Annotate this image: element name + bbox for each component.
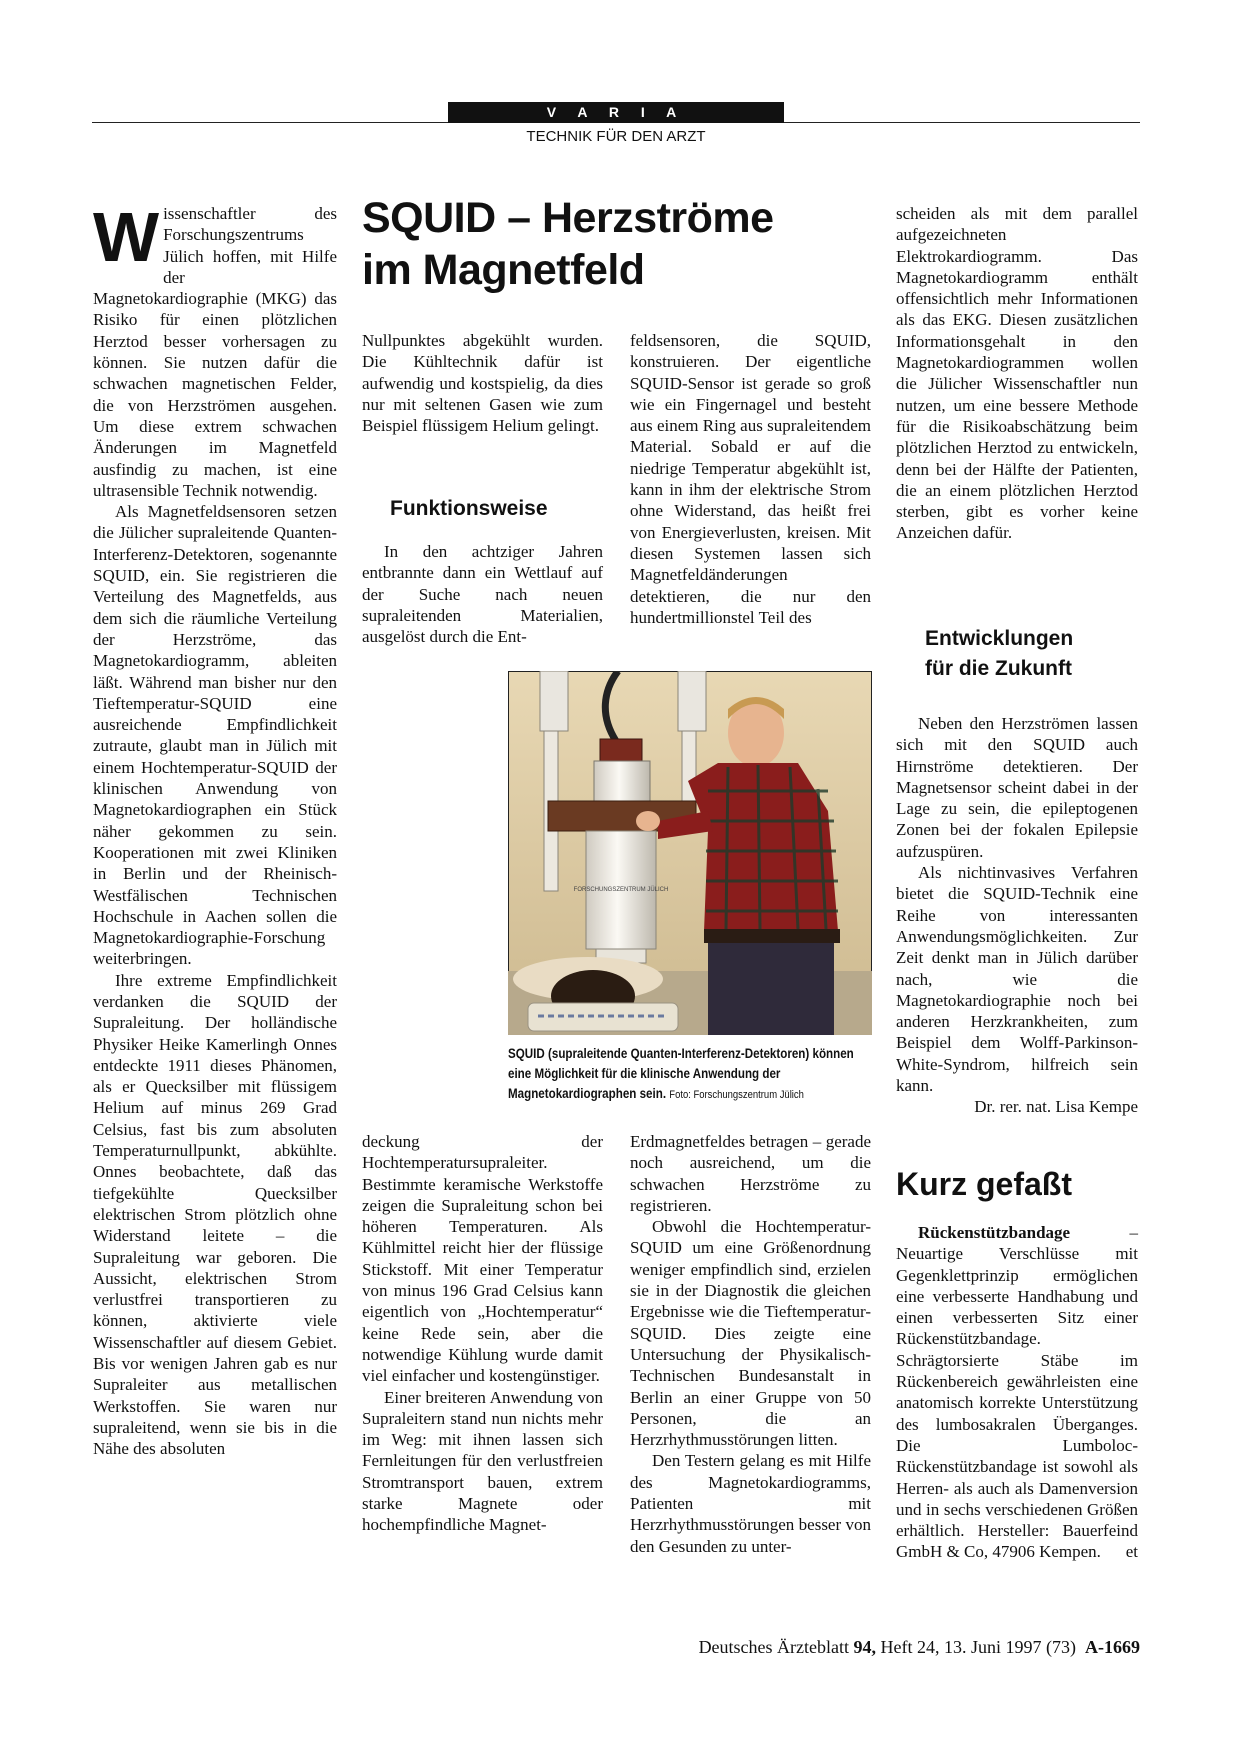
page-footer: Deutsches Ärzteblatt 94, Heft 24, 13. Juni 1997 (73) A-1669 (698, 1637, 1140, 1657)
paragraph: Als Magnetfeldsensoren setzen die Jülicher supraleitende Quanten-Interferenz-Detektoren, sogenannte SQUID, ein. Sie registrieren die Verteilung des Magnetfelds, aus dem sich die räumliche Verteilung der Herzströme, das Magnetokardiogramm, ableiten läßt. Während man bisher nur den Tieftemperatur-SQUID eine ausreichende Empfindlichkeit zutraute, glaubt man in Jülich mit einem Hochtemperatur-SQUID der klinischen Anwendung von Magnetokardiographen ein Stück näher gekommen zu sein. Kooperationen mit zwei Kliniken in Berlin und der Rheinisch-Westfälischen Technischen Hochschule in Aachen sollen die Magnetokardiographie-Forschung weiterbringen. (93, 502, 337, 969)
column-1 (93, 198, 337, 1460)
drop-cap: W (93, 198, 160, 276)
squid-photo-illustration (508, 671, 872, 1035)
paragraph: Ihre extreme Empfindlichkeit verdanken die SQUID der Supraleitung. Der holländische Physiker Heike Kamerlingh Onnes entdeckte 1911 dieses Phänomen, als er Quecksilber mit flüssigem Helium auf minus 269 Grad Celsius, fast bis zum absoluten Temperaturnullpunkt, abkühlte. Onnes beobachtete, daß das tiefgekühlte Quecksilber elektrischen Strom plötzlich ohne Widerstand leitete – die Supraleitung war geboren. Die Aussicht, elektrischen Strom verlustfrei transportieren zu können, aktivierte viele Wissenschaftler auf diesem Gebiet. Bis vor wenigen Jahren gab es nur Supraleiter aus metallischen Werkstoffen. Sie waren nur supraleitend, wenn sie bis in die Nähe des absoluten (93, 970, 337, 1459)
author-name: Dr. rer. nat. Lisa Kempe (974, 1097, 1138, 1117)
column-4-cont (896, 713, 1138, 1118)
kurz-signoff: et (1125, 1542, 1138, 1562)
subhead-funktionsweise: Funktionsweise (390, 497, 548, 520)
paragraph: feldsensoren, die SQUID, konstruieren. Der eigentliche SQUID-Sensor ist gerade so groß wie ein Fingernagel und besteht aus einem Ring aus supraleitendem Material. Sobald er auf die niedrige Temperatur abgekühlt ist, kann in ihm der elektrische Strom ohne Widerstand, das heißt frei von Energieverlusten, kreisen. Mit diesen Systemen lassen sich Magnetfeldänderungen detektieren, die nur den hundertmillionstel Teil des (630, 331, 871, 627)
paragraph: deckung der Hochtemperatursupraleiter. Bestimmte keramische Werkstoffe zeigen die Supraleitung schon bei höheren Temperaturen. Als Kühlmittel reicht hier der flüssige Stickstoff. Mit einer Temperatur von minus 196 Grad Celsius kann eigentlich von „Hochtemperatur“ keine Rede sein, aber die notwendige Kühlung wurde damit viel einfacher und kostengünstiger. (362, 1132, 603, 1386)
paragraph: Als nichtinvasives Verfahren bietet die SQUID-Technik eine Reihe von interessanten Anwendungsmöglichkeiten. Zur Zeit denkt man in Jülich darüber nach, wie die Magnetokardiographie noch bei anderen Herzkrankheiten, zum Beispiel dem Wolff-Parkinson-White-Syndrom, hilfreich sein kann. (896, 863, 1138, 1096)
paragraph: Nullpunktes abgekühlt wurden. Die Kühltechnik dafür ist aufwendig und kostspielig, da dies nur mit seltenen Gasen wie zum Beispiel flüssigem Helium gelingt. (362, 331, 603, 436)
article-title: SQUID – Herzströme im Magnetfeld (362, 194, 774, 294)
column-3-bottom (630, 1131, 871, 1557)
page-number: A-1669 (1085, 1637, 1140, 1657)
column-2-top (362, 330, 603, 436)
kurz-lead: Rückenstützbandage (918, 1223, 1071, 1242)
footer-volume: 94, (853, 1637, 877, 1657)
paragraph: Den Testern gelang es mit Hilfe des Magnetokardiogramms, Patienten mit Herzrhythmusstörungen besser von den Gesunden zu unter- (630, 1451, 871, 1556)
paragraph: Obwohl die Hochtemperatur-SQUID um eine Größenordnung weniger empfindlich sind, erzielen sie in der Diagnostik die gleichen Ergebnisse wie die Tieftemperatur-SQUID. Dies zeigte eine Untersuchung der Physikalisch-Technischen Bundesanstalt in Berlin an einer Gruppe von 50 Personen, die an Herzrhythmusstörungen litten. (630, 1217, 871, 1450)
paragraph: Neben den Herzströmen lassen sich mit den SQUID auch Hirnströme detektieren. Der Magnetsensor scheint dabei in der Lage zu sein, die epileptogenen Zonen bei der fokalen Epilepsie aufzuspüren. (896, 714, 1138, 861)
paragraph: scheiden als mit dem parallel aufgezeichneten Elektrokardiogramm. Das Magnetokardiogramm enthält offensichtlich mehr Informationen als das EKG. Diesen zusätzlichen Informationsgehalt in den Magnetokardiogrammen wollen die Jülicher Wissenschaftler nun nutzen, um eine bessere Methode für die Risikoabschätzung beim plötzlichen Herztod zu entwickeln, denn bei der Hälfte der Patienten, die an einem plötzlichen Herztod sterben, gibt es vorher keine Anzeichen dafür. (896, 204, 1138, 543)
rubric-bar: V A R I A (448, 102, 784, 123)
intro-paragraph: Wissenschaftler des Forschungszentrums Jülich hoffen, mit Hilfe der Magnetokardiographie (MKG) das Risiko für einen plötzlichen Herztod besser vorhersagen zu können. Sie nutzen dafür die schwachen magnetischen Felder, die von Herzströmen ausgehen. Um diese extrem schwachen Änderungen im Magnetfeld ausfindig zu machen, ist eine ultrasensible Technik notwendig. (93, 198, 337, 500)
section-title: TECHNIK FÜR DEN ARZT (526, 128, 706, 145)
photo-caption: SQUID (supraleitende Quanten-Interferenz-Detektoren) können eine Möglichkeit für die klinische Anwendung der Magnetokardiographen sein. Foto: Forschungszentrum Jülich (508, 1046, 854, 1101)
photo-credit: Foto: Forschungszentrum Jülich (669, 1089, 804, 1101)
column-2-bottom (362, 1131, 603, 1536)
paragraph: Einer breiteren Anwendung von Supraleitern stand nun nichts mehr im Weg: mit ihnen lassen sich Fernleitungen für den verlustfreien Stromtransport bauen, extrem starke Magnete oder hochempfindliche Magnet- (362, 1387, 603, 1535)
kurz-gefasst-body: Rückenstützbandage – Neuartige Verschlüsse mit Gegenklettprinzip ermöglichen eine verbesserte Handhabung und einen verbesserten Sitz einer Rückenstützbandage. Schrägtorsierte Stäbe im Rückenbereich gewährleisten eine anatomisch korrekte Unterstützung des lumbosakralen Überganges. Die Lumboloc-Rückenstützbandage ist sowohl als Herren- als auch als Damenversion und in sechs verschiedenen Größen erhältlich. Hersteller: Bauerfeind GmbH & Co, 47906 Kempen. et (896, 1223, 1138, 1562)
kurz-gefasst-title: Kurz gefaßt (896, 1166, 1072, 1202)
paragraph: In den achtziger Jahren entbrannte dann ein Wettlauf auf der Suche nach neuen supraleitenden Materialien, ausgelöst durch die Ent- (362, 542, 603, 647)
column-3-top (630, 330, 871, 628)
column-2-top-cont (362, 541, 603, 647)
subhead-entwicklungen: Entwicklungen für die Zukunft (925, 627, 1074, 680)
device-label: FORSCHUNGSZENTRUM JÜLICH (573, 887, 669, 893)
column-4 (896, 203, 1138, 544)
paragraph: Erdmagnetfeldes betragen – gerade noch ausreichend, um die schwachen Herzströme zu registrieren. (630, 1132, 871, 1215)
article-photo (508, 671, 872, 1035)
